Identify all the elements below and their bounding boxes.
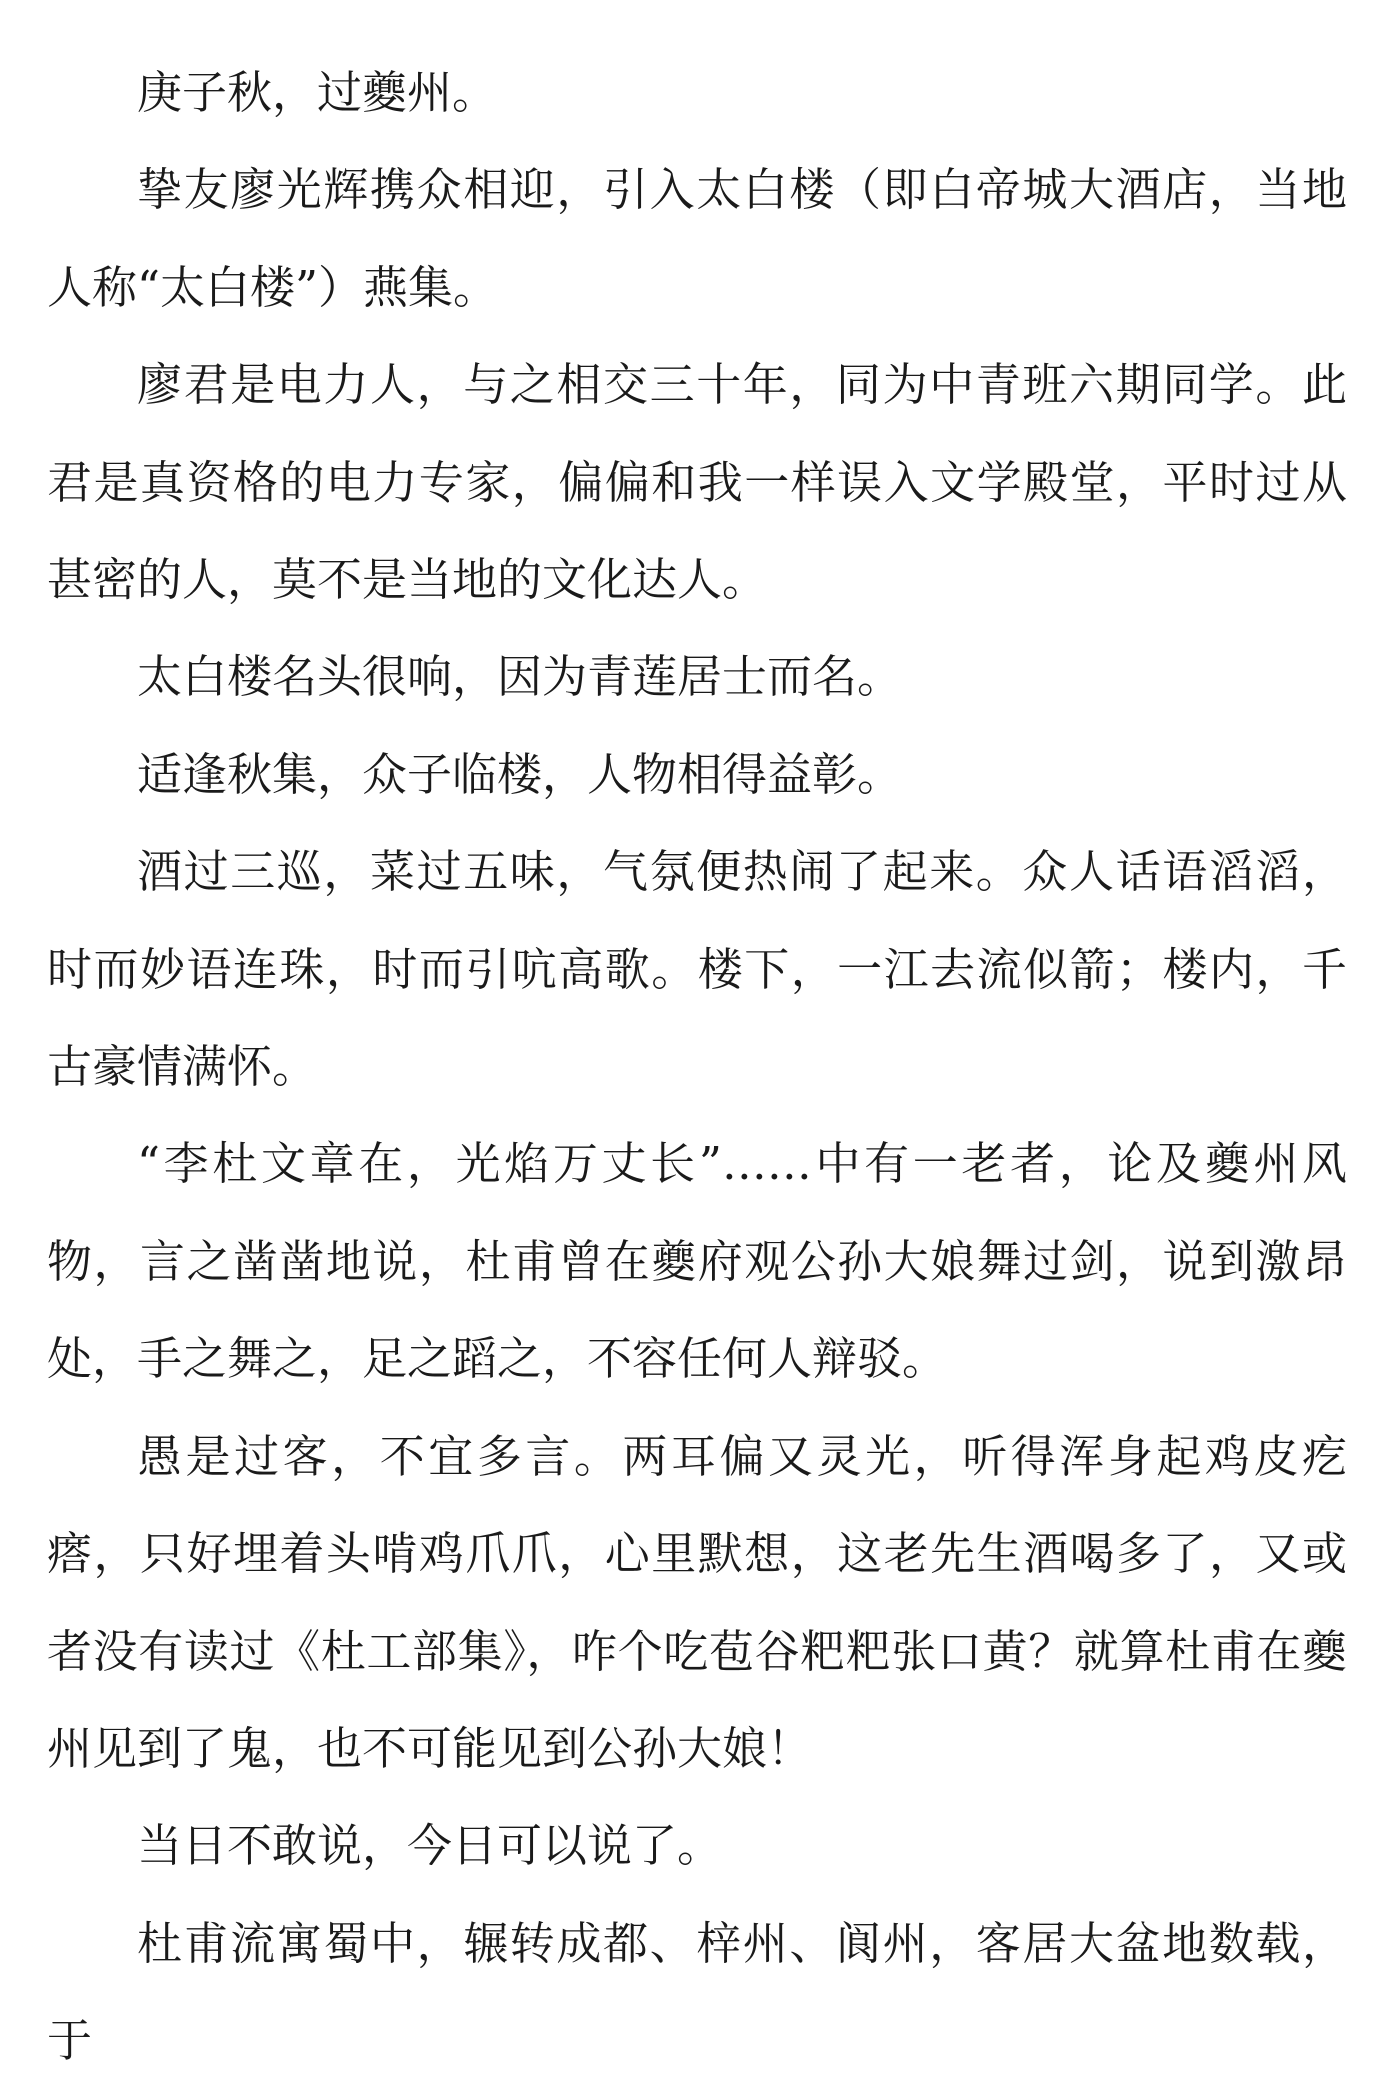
document-page	[47, 44, 1347, 2090]
paragraph-4: 太白楼名头很响，因为青莲居士而名。	[137, 650, 903, 704]
paragraph-6: 酒过三巡，菜过五味，气氛便热闹了起来。众人话语滔滔，时而妙语连珠，时而引吭高歌。楼下，一江去流似箭；楼内，千古豪情满怀。	[47, 845, 1347, 1094]
paragraph-8: 愚是过客，不宜多言。两耳偏又灵光，听得浑身起鸡皮疙瘩，只好埋着头啃鸡爪爪，心里默想，这老先生酒喝多了，又或者没有读过《杜工部集》，咋个吃苞谷粑粑张口黄？就算杜甫在夔州见到了鬼，也不可能见到公孙大娘！	[47, 1429, 1347, 1775]
paragraph-2: 挚友廖光辉携众相迎，引入太白楼（即白帝城大酒店，当地人称“太白楼”）燕集。	[47, 163, 1347, 314]
paragraph-3: 廖君是电力人，与之相交三十年，同为中青班六期同学。此君是真资格的电力专家，偏偏和我一样误入文学殿堂，平时过从甚密的人，莫不是当地的文化达人。	[47, 358, 1347, 607]
paragraph-5: 适逢秋集，众子临楼，人物相得益彰。	[137, 747, 903, 801]
paragraph-7: “李杜文章在，光焰万丈长”……中有一老者，论及夔州风物，言之凿凿地说，杜甫曾在夔府观公孙大娘舞过剑，说到激昂处，手之舞之，足之蹈之，不容任何人辩驳。	[47, 1137, 1347, 1386]
paragraph-1: 庚子秋，过夔州。	[137, 66, 498, 119]
paragraph-9: 当日不敢说，今日可以说了。	[137, 1819, 723, 1873]
paragraph-10: 杜甫流寓蜀中，辗转成都、梓州、阆州，客居大盆地数载，于	[47, 1916, 1347, 2068]
